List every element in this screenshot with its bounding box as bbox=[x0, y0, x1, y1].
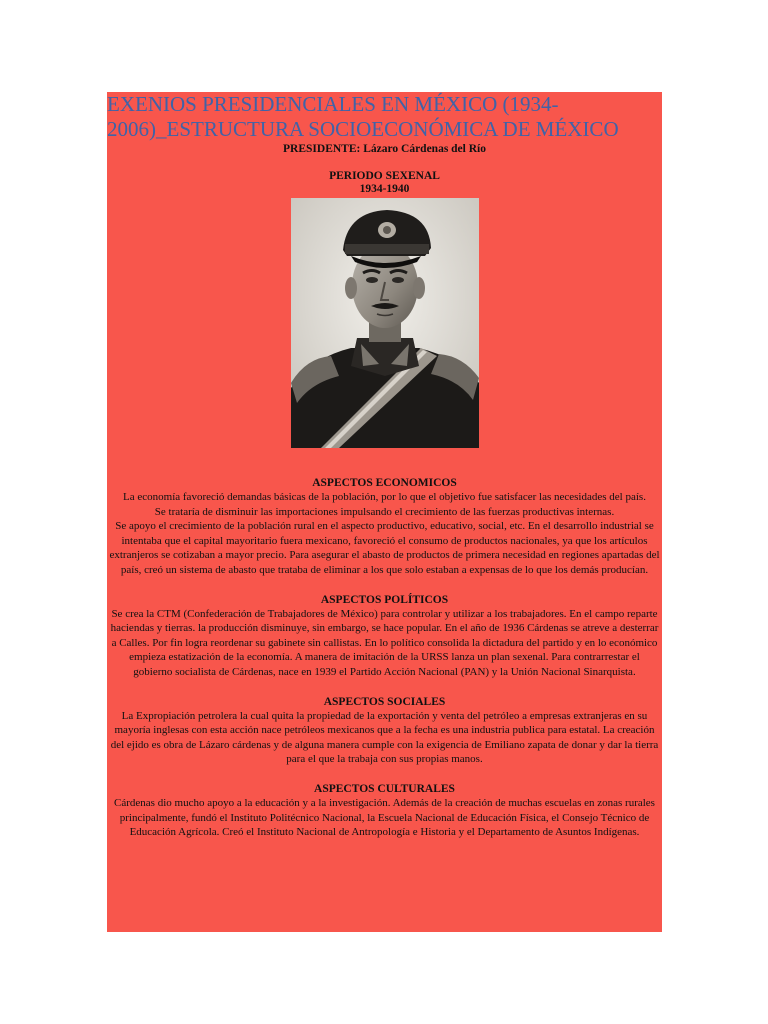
sociales-heading: ASPECTOS SOCIALES bbox=[323, 695, 446, 708]
content-panel bbox=[107, 92, 662, 932]
title-line-1: EXENIOS PRESIDENCIALES EN MÉXICO (1934- bbox=[107, 92, 559, 116]
politicos-paragraph: Se crea la CTM (Confederación de Trabajadores de México) para controlar y utilizar a los trabajadores. En el campo reparte haciendas y tierras. la producción disminuye, sin embargo, se hace popular. En el año de 1936 Cárdenas se atreve a desterrar a Calles. Por fin logra reordenar su gabinete sin callistas. En lo político consolida la dictadura del partido y en lo económico empieza estatización de la economía. A manera de imitación de la URSS lanza un plan sexenal. Para contrarrestar el gobierno socialista de Cárdenas, nace en 1939 el Partido Acción Nacional (PAN) y la Unión Nacional Sinarquista. bbox=[110, 607, 659, 678]
economicos-paragraph-2: Se trataría de disminuir las importaciones impulsando el crecimiento de las fuerzas productivas internas. bbox=[154, 505, 615, 518]
document-title bbox=[107, 92, 662, 142]
periodo-block bbox=[107, 170, 662, 196]
periodo-label: PERIODO SEXENAL bbox=[329, 170, 440, 182]
politicos-heading: ASPECTOS POLÍTICOS bbox=[320, 593, 449, 606]
periodo-years: 1934-1940 bbox=[359, 183, 410, 195]
culturales-heading: ASPECTOS CULTURALES bbox=[314, 782, 455, 795]
portrait-photo bbox=[291, 198, 479, 448]
economicos-heading: ASPECTOS ECONOMICOS bbox=[312, 477, 457, 489]
economicos-paragraph-1: La economía favoreció demandas básicas de la población, por lo que el objetivo fue satisfacer las necesidades del país. bbox=[123, 491, 646, 503]
portrait-illustration bbox=[291, 198, 479, 448]
sociales-paragraph: La Expropiación petrolera la cual quita la propiedad de la exportación y venta del petróleo a empresas extranjeras en su mayoría inglesas con esta acción nace petróleos mexicanos que a la fecha es una industria publica para estatal. La creación del ejido es obra de Lázaro cárdenas y de alguna manera cumple con la exigencia de Emiliano zapata de donar y dar la tierra para el que la trabaja con sus propias manos. bbox=[110, 709, 659, 766]
culturales-paragraph: Cárdenas dio mucho apoyo a la educación y a la investigación. Además de la creación de muchas escuelas en zonas rurales principalmente, fundó el Instituto Politécnico Nacional, la Escuela Nacional de Educación Física, el Consejo Técnico de Educación Agrícola. Creó el Instituto Nacional de Antropología e Historia y el Departamento de Asuntos Indígenas. bbox=[114, 796, 655, 839]
economicos-paragraph-3: Se apoyo el crecimiento de la población rural en el aspecto productivo, educativo, social, etc. En el desarrollo industrial se intentaba que el capital mayoritario fuera mexicano, favoreció el consumo de productos nacionales, ya que los artículos extranjeros se cotizaban a mayor precio. Para asegurar el abasto de productos de primera necesidad en regiones apartadas del país, creó un sistema de abasto que trataba de eliminar a los que solo estaban a expensas de lo que los demás producían. bbox=[109, 520, 660, 576]
president-name: PRESIDENTE: Lázaro Cárdenas del Río bbox=[283, 143, 486, 155]
title-line-2: 2006)_ESTRUCTURA SOCIOECONÓMICA DE MÉXICO bbox=[107, 117, 619, 141]
